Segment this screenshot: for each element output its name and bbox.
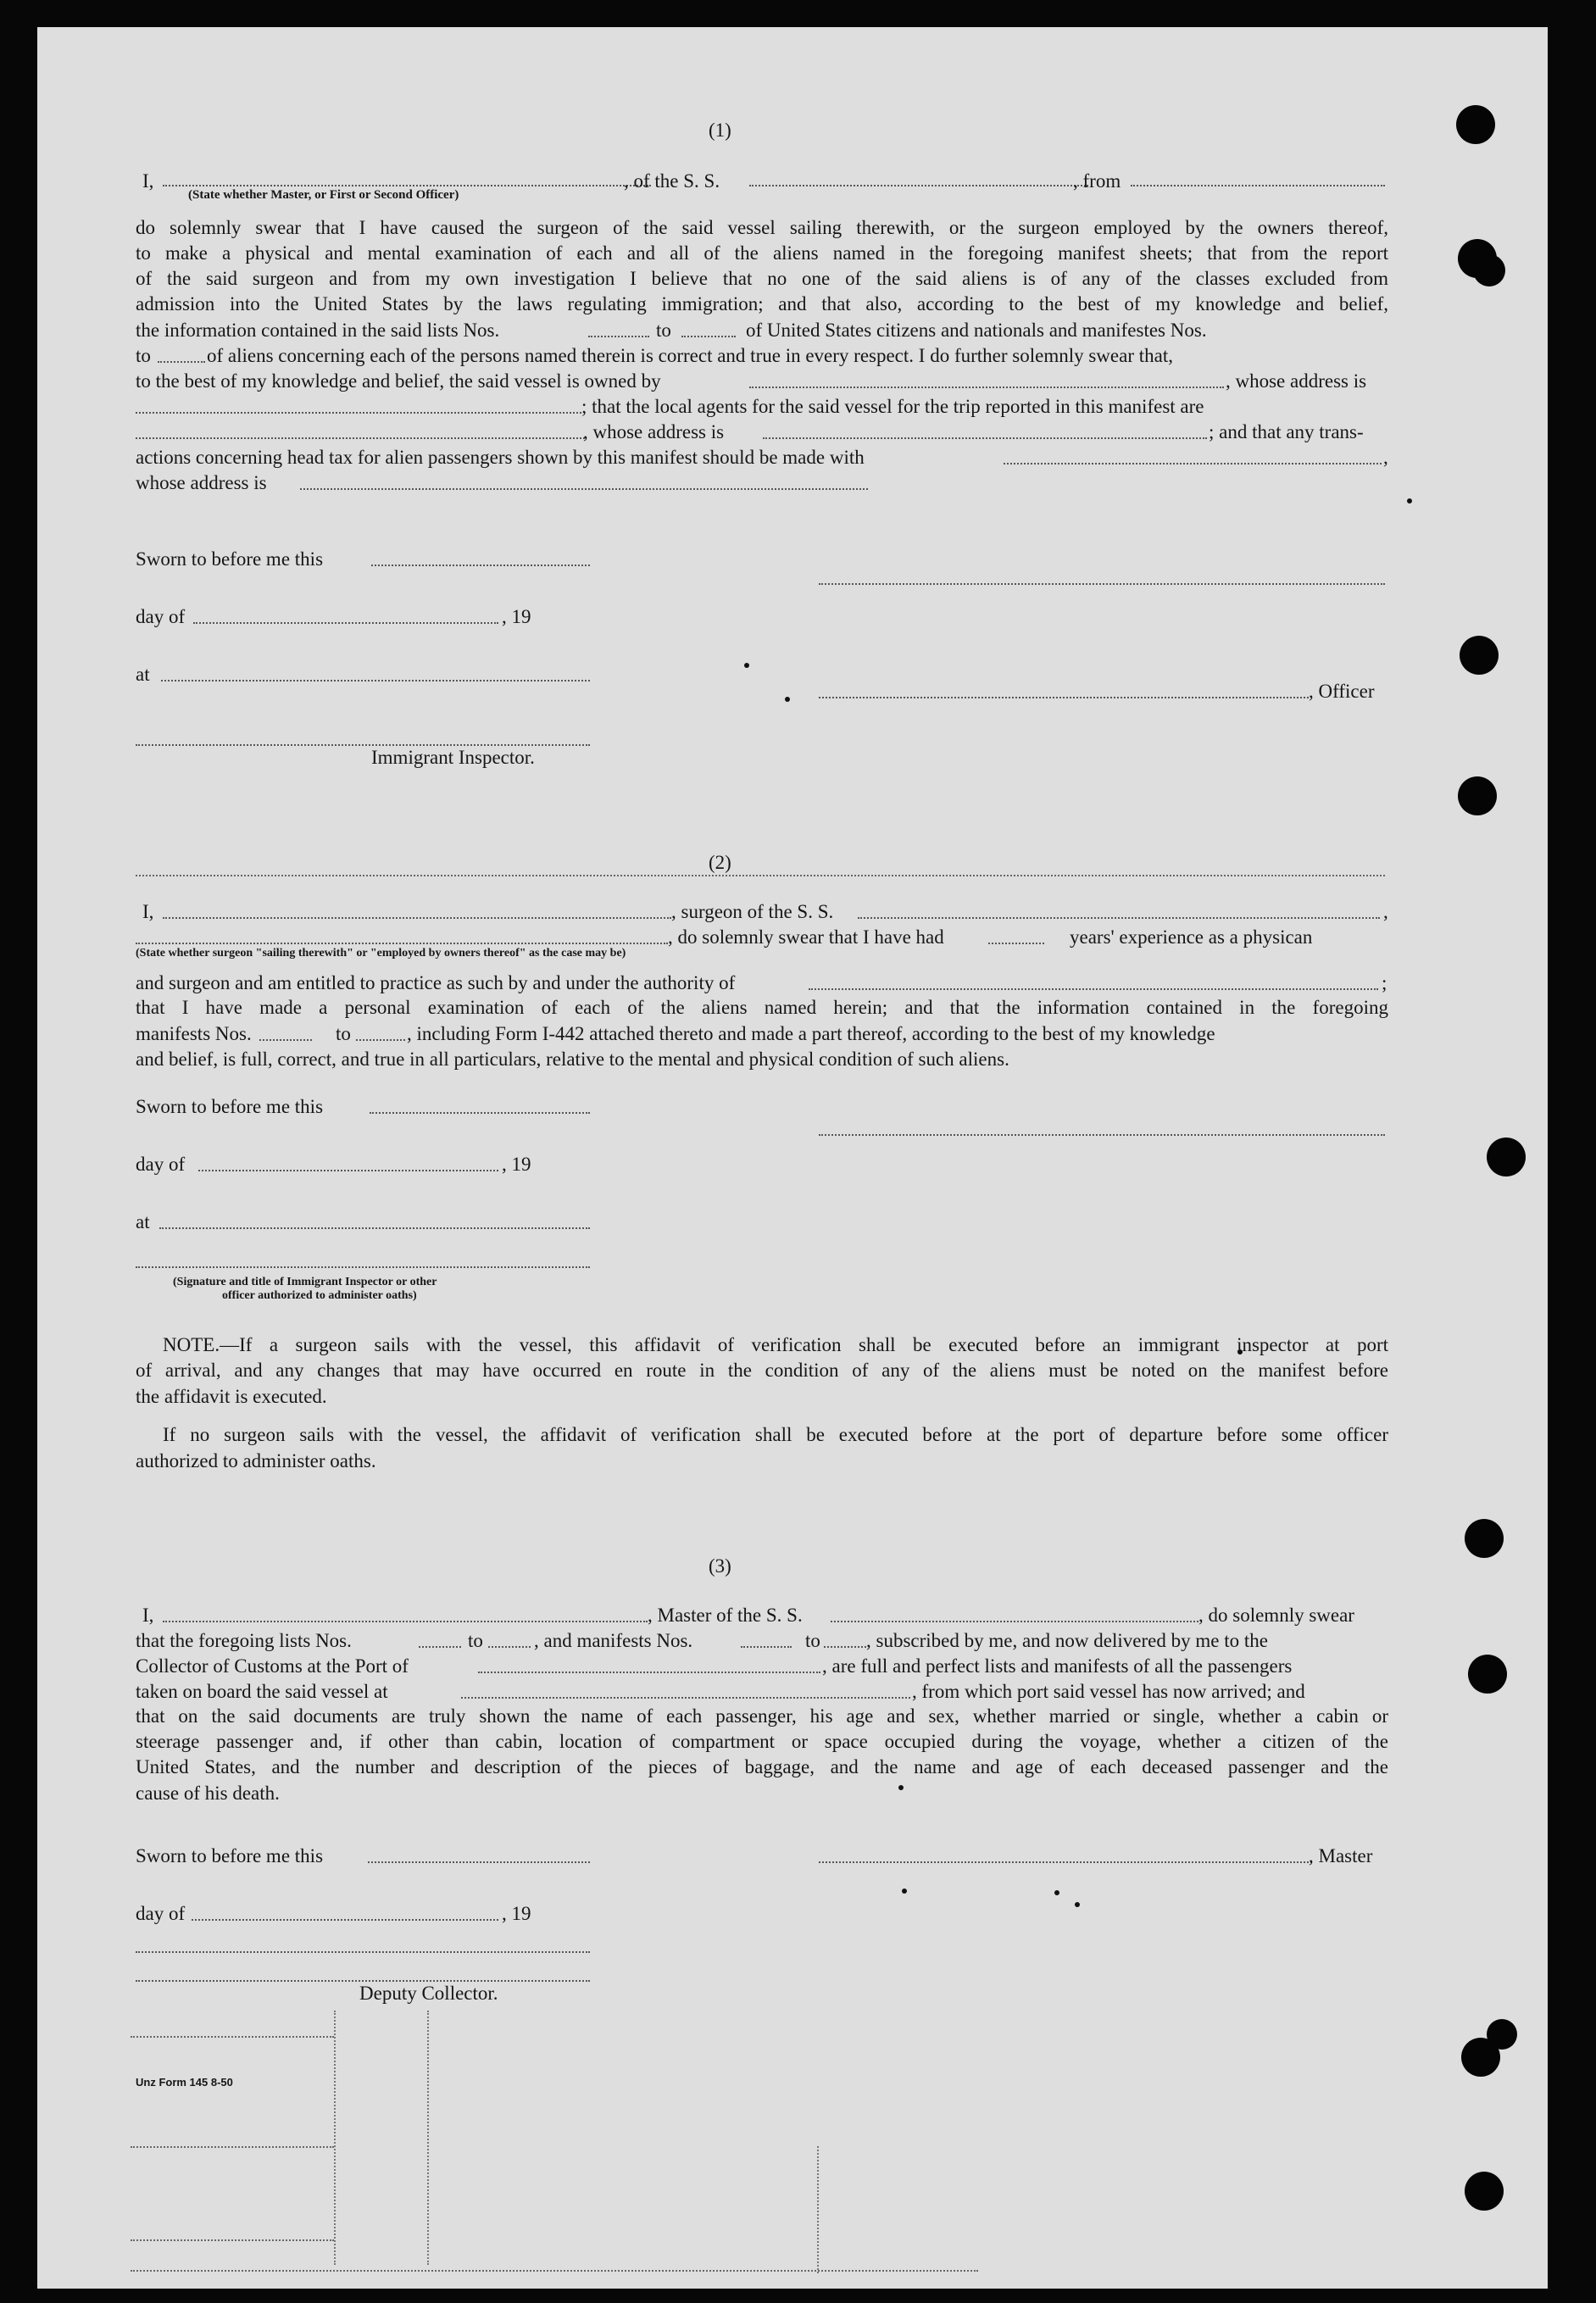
i-label: I, xyxy=(142,1605,154,1626)
paragraph-text: to xyxy=(336,1023,351,1044)
bleed-through-line xyxy=(817,2146,819,2273)
bleed-through-line xyxy=(427,2011,429,2265)
paragraph-text: ; that the local agents for the said vessel for the trip reported in this manifest are xyxy=(581,396,1204,417)
comma: , xyxy=(1383,447,1388,468)
sworn-label: Sworn to before me this xyxy=(136,1845,324,1866)
section-number: (1) xyxy=(709,120,731,141)
blank-line xyxy=(763,437,1207,439)
paragraph-text: of aliens concerning each of the persons named therein is correct and true in every respect. I do further solemnly swear that, xyxy=(207,345,1173,366)
ink-speck xyxy=(1407,498,1412,503)
day-label: day of xyxy=(136,1903,186,1924)
punch-hole xyxy=(1460,636,1499,675)
signature-line xyxy=(819,697,1309,698)
section-number: (2) xyxy=(709,852,731,873)
ink-speck xyxy=(1075,1902,1080,1907)
blank-line xyxy=(478,1672,820,1673)
year-label: , 19 xyxy=(502,1154,531,1175)
blank-line xyxy=(163,1621,648,1622)
master-label: , Master xyxy=(1309,1845,1373,1866)
sworn-label: Sworn to before me this xyxy=(136,548,324,570)
signature-line xyxy=(819,1134,1385,1136)
blank-line xyxy=(741,1646,792,1648)
paragraph-text: that the foregoing lists Nos. xyxy=(136,1630,352,1651)
field-note: (State whether Master, or First or Second Officer) xyxy=(188,188,459,202)
paragraph-line: of the said surgeon and from my own investigation I believe that no one of the said aliens is of any of the classes excluded from xyxy=(136,268,1388,289)
blank-line xyxy=(988,943,1044,944)
paragraph-text: taken on board the said vessel at xyxy=(136,1681,388,1702)
year-label: , 19 xyxy=(502,606,531,627)
signature-line xyxy=(136,1266,590,1268)
blank-line xyxy=(300,488,868,490)
bleed-through-line xyxy=(131,2146,334,2148)
paragraph-line: do solemnly swear that I have caused the surgeon of the said vessel sailing therewith, or the surgeon employed by the owners thereof, xyxy=(136,217,1388,238)
blank-line xyxy=(371,565,590,566)
note-line: If no surgeon sails with the vessel, the affidavit of verification shall be executed before at the port of departure before some officer xyxy=(163,1424,1388,1445)
paragraph-text: Collector of Customs at the Port of xyxy=(136,1655,409,1677)
deputy-label: Deputy Collector. xyxy=(359,1983,498,2004)
paragraph-text: and surgeon and am entitled to practice as such by and under the authority of xyxy=(136,972,736,993)
blank-line xyxy=(136,943,668,944)
blank-line xyxy=(198,1170,498,1171)
blank-line xyxy=(259,1039,312,1041)
officer-label: , Officer xyxy=(1309,681,1375,702)
paragraph-line: admission into the United States by the laws regulating immigration; and that also, according to the best of my knowledge and belief, xyxy=(136,293,1388,314)
paragraph-text: , do solemnly swear xyxy=(1198,1605,1354,1626)
blank-line xyxy=(809,988,1378,990)
blank-line xyxy=(356,1039,405,1041)
of-ss-label: , of the S. S. xyxy=(624,170,720,192)
paragraph-text: , including Form I-442 attached thereto and made a part thereof, according to the best of my knowledge xyxy=(407,1023,1215,1044)
blank-line xyxy=(370,1112,590,1114)
section-divider xyxy=(136,875,1385,876)
punch-hole xyxy=(1465,1519,1504,1558)
signature-line xyxy=(819,1861,1312,1863)
ink-speck xyxy=(744,663,749,668)
paragraph-text: and belief, is full, correct, and true in all particulars, relative to the mental and physical condition of such aliens. xyxy=(136,1049,1009,1070)
ink-speck xyxy=(785,697,790,702)
at-label: at xyxy=(136,664,150,685)
paragraph-text: the information contained in the said lists Nos. xyxy=(136,320,500,341)
paragraph-line: that I have made a personal examination of each of the aliens named herein; and that the information contained in the foregoing xyxy=(136,997,1388,1018)
paragraph-text: ; and that any trans- xyxy=(1209,421,1364,442)
paragraph-text: manifests Nos. xyxy=(136,1023,252,1044)
paragraph-text: years' experience as a physican xyxy=(1070,926,1313,948)
semicolon: ; xyxy=(1382,972,1387,993)
master-of-label: , Master of the S. S. xyxy=(648,1605,803,1626)
blank-line xyxy=(1131,185,1385,186)
comma: , xyxy=(1383,901,1388,922)
form-number: Unz Form 145 8-50 xyxy=(136,2076,233,2089)
i-label: I, xyxy=(142,901,154,922)
blank-line xyxy=(858,917,1380,919)
ink-speck xyxy=(902,1889,907,1894)
ink-speck xyxy=(1054,1890,1059,1895)
note-line: of arrival, and any changes that may have occurred en route in the condition of any of the aliens must be noted on the manifest before xyxy=(136,1360,1388,1381)
punch-hole xyxy=(1465,2172,1504,2211)
blank-line xyxy=(368,1861,590,1863)
paragraph-text: whose address is xyxy=(136,472,267,493)
blank-line xyxy=(488,1646,531,1648)
paragraph-text: , whose address is xyxy=(1226,370,1367,392)
inspector-label: Immigrant Inspector. xyxy=(371,747,535,768)
note-line: the affidavit is executed. xyxy=(136,1386,327,1407)
note-line: authorized to administer oaths. xyxy=(136,1450,376,1471)
paragraph-text: , are full and perfect lists and manifests of all the passengers xyxy=(822,1655,1293,1677)
punch-hole xyxy=(1473,254,1505,286)
blank-line xyxy=(136,412,581,414)
paragraph-text: , whose address is xyxy=(583,421,725,442)
paragraph-text: to xyxy=(656,320,671,341)
punch-hole xyxy=(1458,776,1497,815)
ink-speck xyxy=(898,1785,904,1790)
blank-line xyxy=(1004,463,1382,464)
punch-hole xyxy=(1468,1655,1507,1694)
blank-line xyxy=(749,185,1088,186)
paragraph-text: to xyxy=(805,1630,820,1651)
blank-line xyxy=(831,1621,1198,1622)
blank-line xyxy=(158,361,205,363)
blank-line xyxy=(136,437,585,439)
punch-hole xyxy=(1456,105,1495,144)
blank-line xyxy=(193,622,498,624)
blank-line xyxy=(749,387,1224,388)
bleed-through-line xyxy=(131,2239,334,2241)
paragraph-line: that on the said documents are truly shown the name of each passenger, his age and sex, whether married or single, whether a cabin or xyxy=(136,1705,1388,1727)
blank-line xyxy=(461,1697,910,1699)
signature-line xyxy=(819,583,1385,585)
day-label: day of xyxy=(136,1154,186,1175)
paragraph-line: United States, and the number and description of the pieces of baggage, and the name and age of each deceased passenger and the xyxy=(136,1756,1388,1777)
form-page xyxy=(37,27,1548,2289)
paragraph-line: steerage passenger and, if other than cabin, location of compartment or space occupied during the voyage, whether a citizen of the xyxy=(136,1731,1388,1752)
blank-line xyxy=(824,1646,866,1648)
signature-note: (Signature and title of Immigrant Inspector or other xyxy=(173,1276,437,1288)
blank-line xyxy=(192,1919,498,1921)
blank-line xyxy=(163,917,671,919)
paragraph-text: , do solemnly swear that I have had xyxy=(668,926,944,948)
blank-line xyxy=(681,336,736,337)
paragraph-text: of United States citizens and nationals and manifestes Nos. xyxy=(746,320,1207,341)
note-line: NOTE.—If a surgeon sails with the vessel, this affidavit of verification shall be executed before an immigrant inspector at port xyxy=(163,1334,1388,1355)
blank-line xyxy=(163,185,651,186)
paragraph-text: to the best of my knowledge and belief, the said vessel is owned by xyxy=(136,370,661,392)
paragraph-line: cause of his death. xyxy=(136,1783,280,1804)
paragraph-text: , and manifests Nos. xyxy=(534,1630,693,1651)
blank-line xyxy=(159,1227,590,1229)
paragraph-text: to xyxy=(468,1630,483,1651)
paragraph-text: , from which port said vessel has now arrived; and xyxy=(912,1681,1305,1702)
punch-hole xyxy=(1487,1138,1526,1177)
blank-line xyxy=(588,336,649,337)
signature-line xyxy=(136,1951,590,1953)
from-label: , from xyxy=(1073,170,1121,192)
field-note: (State whether surgeon "sailing therewith" or "employed by owners thereof" as the case may be) xyxy=(136,947,626,960)
surgeon-of-label: , surgeon of the S. S. xyxy=(671,901,834,922)
blank-line xyxy=(161,680,590,681)
at-label: at xyxy=(136,1211,150,1232)
signature-note: officer authorized to administer oaths) xyxy=(222,1289,417,1302)
blank-line xyxy=(419,1646,461,1648)
year-label: , 19 xyxy=(502,1903,531,1924)
punch-hole xyxy=(1487,2019,1517,2050)
section-number: (3) xyxy=(709,1555,731,1577)
paragraph-text: to xyxy=(136,345,151,366)
bleed-through-line xyxy=(334,2011,336,2265)
paragraph-text: , subscribed by me, and now delivered by me to the xyxy=(866,1630,1268,1651)
i-label: I, xyxy=(142,170,154,192)
day-label: day of xyxy=(136,606,186,627)
sworn-label: Sworn to before me this xyxy=(136,1096,324,1117)
paragraph-line: to make a physical and mental examination of each and all of the aliens named in the foregoing manifest sheets; that from the report xyxy=(136,242,1388,264)
bleed-through-line xyxy=(131,2270,978,2272)
paragraph-text: actions concerning head tax for alien passengers shown by this manifest should be made with xyxy=(136,447,865,468)
bleed-through-line xyxy=(131,2036,334,2038)
